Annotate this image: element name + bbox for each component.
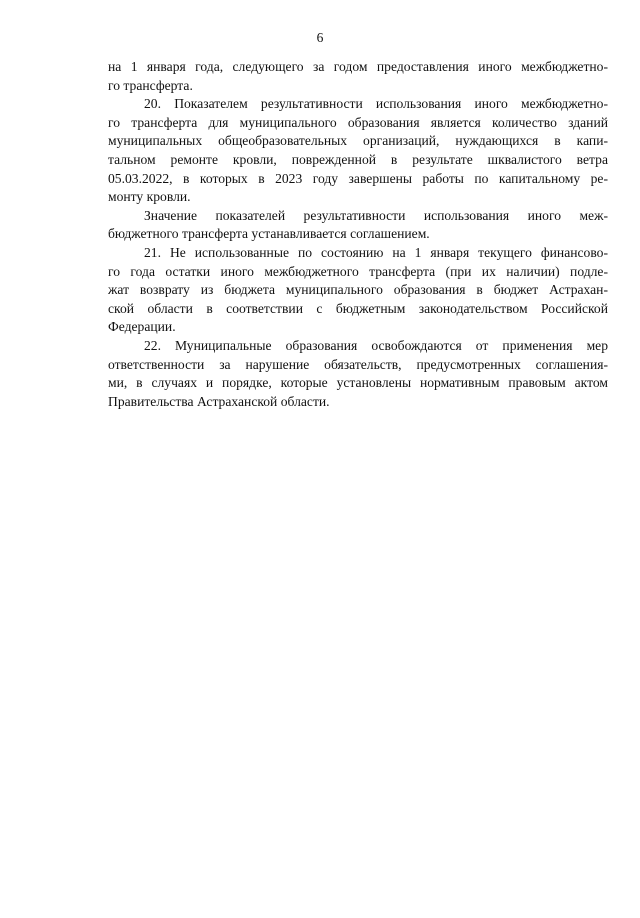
paragraph-22 [108,337,608,411]
text-line: Значение показателей результативности использования иного меж- [144,207,608,223]
text-line: бюджетного трансферта устанавливается соглашением. [108,226,430,242]
paragraph-continuation [108,58,608,95]
text-line: 20. Показателем результативности использования иного межбюджетно- [144,96,608,112]
page-number: 6 [316,30,324,45]
text-line: Федерации. [108,319,176,335]
text-line: 22. Муниципальные образования освобождаются от применения мер [144,337,608,353]
text-line: жат возврату из бюджета муниципального образования в бюджет Астрахан- [108,282,608,298]
paragraph-20 [108,95,608,207]
document-body [108,58,608,411]
text-line: го трансферта. [108,77,193,93]
text-line: на 1 января года, следующего за годом предоставления иного межбюджетно- [108,59,608,74]
text-line: монту кровли. [108,189,191,205]
text-line: 21. Не использованные по состоянию на 1 января текущего финансово- [144,244,608,260]
text-line: 05.03.2022, в которых в 2023 году завершены работы по капитальному ре- [108,170,608,186]
text-line: тальном ремонте кровли, поврежденной в результате шквалистого ветра [108,151,608,167]
paragraph-indicator-value [108,207,608,244]
text-line: Правительства Астраханской области. [108,393,330,409]
text-line: ской области в соответствии с бюджетным законодательством Российской [108,300,608,316]
text-line: ответственности за нарушение обязательств, предусмотренных соглашения- [108,356,608,372]
text-line: муниципальных общеобразовательных организаций, нуждающихся в капи- [108,133,608,149]
text-line: го года остатки иного межбюджетного трансферта (при их наличии) подле- [108,263,608,279]
paragraph-21 [108,244,608,337]
text-line: ми, в случаях и порядке, которые установлены нормативным правовым актом [108,375,608,391]
text-line: го трансферта для муниципального образования является количество зданий [108,114,608,130]
